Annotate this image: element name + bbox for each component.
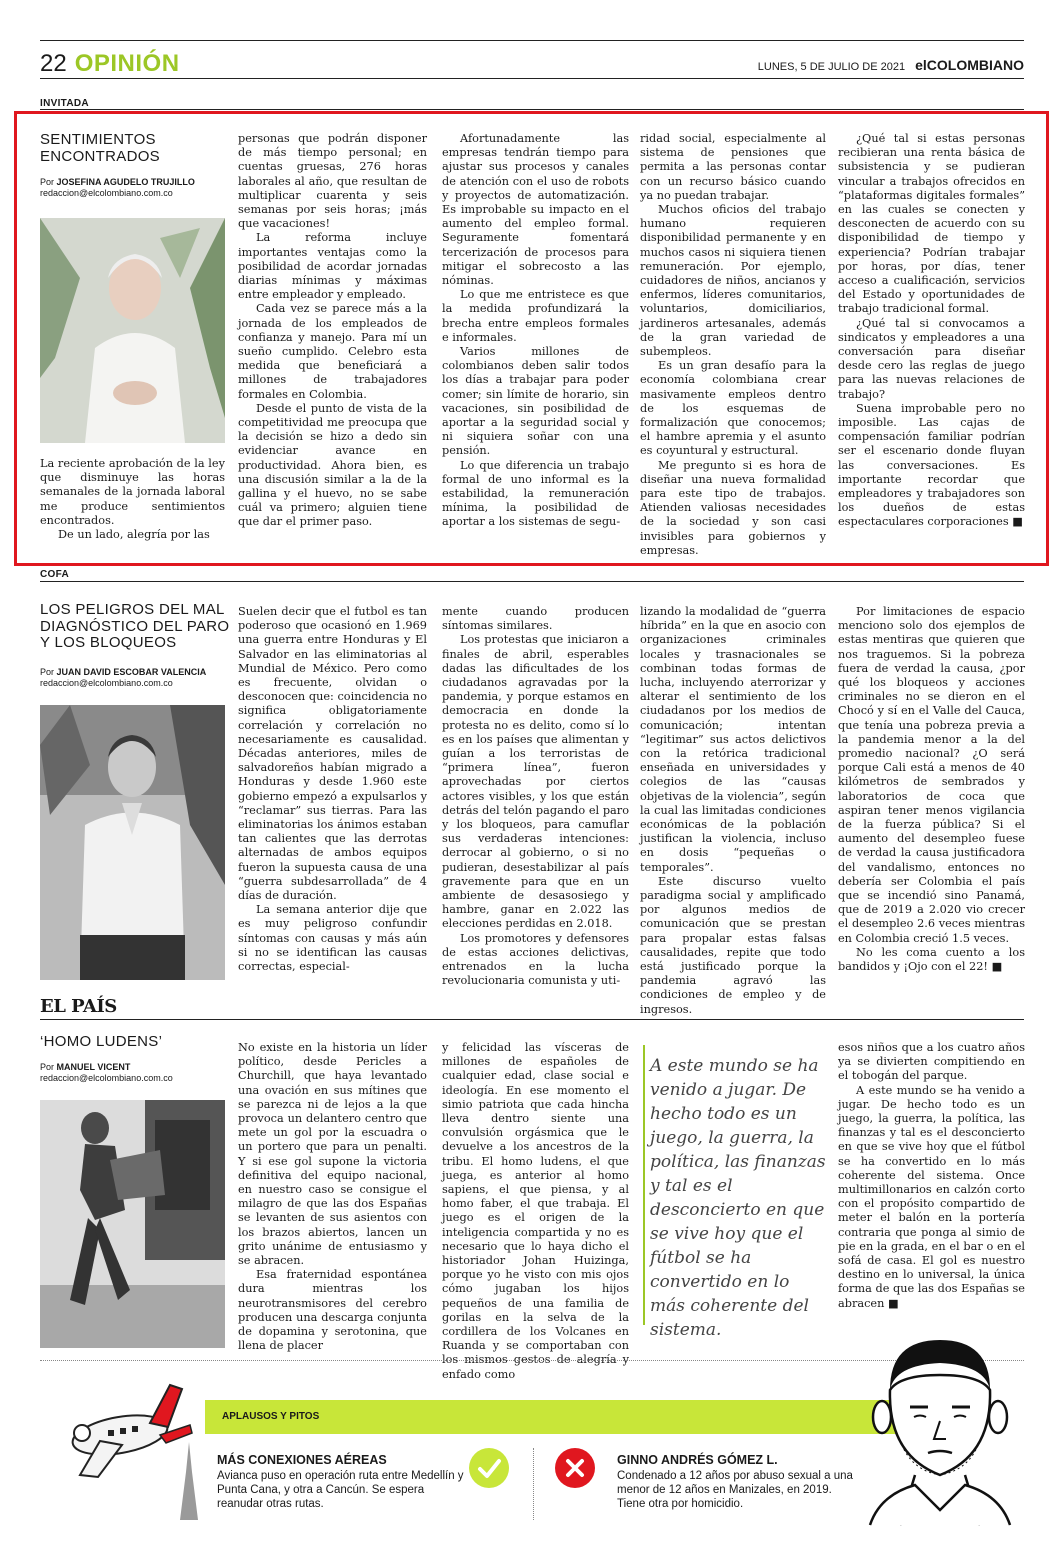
author-photo-1 <box>40 218 225 443</box>
by-prefix: Por <box>40 177 55 187</box>
top-rule <box>40 40 1024 41</box>
paragraph: La reciente aprobación de la ley que disminuye las horas semanales de la jornada laboral me produce sentimientos encontrados. <box>40 457 225 527</box>
paragraph: ridad social, especialmente al sistema de pensiones que permita a las personas contar con un recurso básico cuando ya no puedan trabajar. <box>640 132 826 202</box>
article3-title: ‘HOMO LUDENS’ <box>40 1033 163 1050</box>
boo-title: GINNO ANDRÉS GÓMEZ L. <box>617 1453 778 1467</box>
paragraph: Suena improbable pero no imposible. Las cajas de compensación familiar podrían ser el escenario donde fluyan las conversaciones. Es importante recordar que empleadores y trabajadores son los dueños de estas espectaculares corporaciones ■ <box>838 401 1025 529</box>
paragraph: Muchos oficios del trabajo humano requieren disponibilidad permanente y en muchos casos ni siquiera tienen remuneración. Por ejemplo, cuidadores de niños, ancianos y enfermos, líderes comunitarios, voluntarios, domiciliarios, jardineros artesanales, además de la gran variedad de subempleos. <box>640 203 826 359</box>
date-line <box>758 57 1024 73</box>
article2-title: LOS PELIGROS DEL MAL DIAGNÓSTICO DEL PARO Y LOS BLOQUEOS <box>40 601 230 651</box>
paragraph: La reforma incluye importantes ventajas como la posibilidad de acordar jornadas diarias mínimas y máximas entre empleador y empleado. <box>238 231 427 302</box>
article2-author: JUAN DAVID ESCOBAR VALENCIA <box>56 667 207 677</box>
article2-column-2 <box>442 605 629 1007</box>
paragraph: Cada vez se parece más a la jornada de los empleados de confianza y manejo. Para mí un sueño cumplido. Celebro esta medida que beneficiará a millones de trabajadores formales en Colombia. <box>238 302 427 401</box>
header-rule <box>40 78 1024 79</box>
article1-email: redaccion@elcolombiano.com.co <box>40 188 173 199</box>
caricature-face <box>860 1335 1020 1525</box>
article1-byline <box>40 177 225 200</box>
article3-byline <box>40 1062 230 1085</box>
section-rule-1 <box>40 109 1024 110</box>
pullquote: A este mundo se ha venido a jugar. De hecho todo es un juego, la guerra, la política, las finanzas y tal es el desconcierto en que se vive hoy que el fútbol se ha convertido en lo más coherente del sistema. <box>650 1056 826 1340</box>
section-tag-invitada: INVITADA <box>40 98 89 109</box>
section-name: OPINIÓN <box>74 50 180 77</box>
article3-column-3 <box>838 1041 1025 1354</box>
article3-column-1 <box>238 1041 427 1354</box>
paragraph: No les coma cuento a los bandidos y ¡Ojo con el 22! ■ <box>838 945 1025 974</box>
paragraph: Los protestas que iniciaron a finales de abril, esperables dadas las dificultades de los ciudadanos agravadas por la pandemia, y porque estamos en democracia en donde la protesta no es delito, como sí lo es en los países que alimentan y guían a los terroristas de “primera línea”, fueron aprovechadas por ciertos actores visibles, y los que están detrás del telón pagando el paro y los bloqueos, para camuflar sus verdaderas intenciones: derrocar al gobierno, o si no pudieran, desestabilizar al país gravemente para que en un ambiente de desasosiego y hambre, ganar en 2.022 las elecciones perdidas en 2.018. <box>442 633 629 931</box>
sculpture-photo <box>40 1100 225 1348</box>
article2-email: redaccion@elcolombiano.com.co <box>40 678 173 689</box>
article2-column-4 <box>838 605 1025 1007</box>
paragraph: ¿Qué tal si estas personas recibieran una renta básica de subsistencia y se pudieran vincular a trabajos ofrecidos en “plataformas digitales formales” en las cuales se conecten y desconecten de acuerdo con su disponibilidad de tiempo y experiencia? Podrían trabajar por horas, por días, tener acceso a cualificación, servicios del Estado y oportunidades de trabajo tradicional formal. <box>838 132 1025 316</box>
paragraph: Suelen decir que el futbol es tan poderoso que ocasionó en 1.969 una guerra entre Honduras y El Salvador en las eliminatorias al Mundial de México. Pero como es frecuente, olvidan o desconocen que: coincidencia no significa obligatoriamente correlación y correlación no necesariamente es causalidad. Décadas anteriores, miles de salvadoreños habían migrado a Honduras y desde 1.960 este gobierno empezó a expulsarlos y “reclamar” sus tierras. Para las eliminatorias los ánimos estaban tan calientes que las derrotas alternadas de ambos equipos fueron la supuesta causa de una “guerra subdesarrollada” de 4 días de duración. <box>238 605 427 903</box>
page-number: 22 <box>40 50 67 77</box>
article1-column-1 <box>40 457 225 557</box>
article1-column-4 <box>640 132 826 557</box>
section-rule-2 <box>40 581 1024 582</box>
aplausos-divider <box>533 1448 534 1520</box>
pullquote-bar <box>643 1045 645 1325</box>
page-header <box>40 52 180 76</box>
boo-text: Condenado a 12 años por abuso sexual a una menor de 12 años en Manizales, en 2019. Tiene otra por homicidio. <box>617 1470 853 1510</box>
paragraph: mente cuando producen síntomas similares. <box>442 605 629 633</box>
paragraph: esos niños que a los cuatro años ya se divierten compitiendo en el tobogán del parque. <box>838 1041 1025 1083</box>
paragraph: Desde el punto de vista de la competitividad me preocupa que la decisión se hizo a dedo sin evidenciar avance en productividad. Ahora bien, es una discusión similar a la de la gallina y el huevo, no se sabe cuál va primero; alguien tiene que dar el primer paso. <box>238 401 427 529</box>
date: LUNES, 5 DE JULIO DE 2021 <box>757 61 906 73</box>
el-pais-logo: EL PAÍS <box>40 996 117 1017</box>
article3-author: MANUEL VICENT <box>56 1062 131 1072</box>
paragraph: Es un gran desafío para la economía colombiana crear masivamente empleos dentro de los esquemas de formalización que conocemos; el hambre apremia y el asunto es coyuntural y estructural. <box>640 359 826 458</box>
paragraph: Este discurso vuelto paradigma social y amplificado por algunos medios de comunicación que se prestan para propalar estas falsas causalidades, repite que todo está justificado porque la pandemia agravó las condiciones de empleo y de ingresos. <box>640 874 826 1016</box>
paragraph: No existe en la historia un líder político, desde Pericles a Churchill, que haya levantado una ovación en sus mítines que se parezca ni de lejos a la que provoca un delantero centro que mete un gol por la escuadra o un portero que para un penalti. Y si ese gol supone la victoria definitiva del equipo nacional, en nuestro caso se consigue el milagro de que las dos Españas se levanten de sus asientos con los brazos abiertos, lancen un grito unánime de entusiasmo y se abracen. <box>238 1041 427 1268</box>
paragraph: Por limitaciones de espacio menciono solo dos ejemplos de estas mentiras que quieren que nos traguemos. Si la pobreza fuera de verdad la causa, ¿por qué los bloqueos y acciones criminales no se dieron en el Chocó y sí en el Valle del Cauca, que tenía una pobreza previa a la pandemia menor a la del promedio nacional? ¿O será porque Cali está a menos de 40 kilómetros de sembrados y laboratorios de coca que aspiran tener menos vigilancia de la fuerza pública? Si el aumento del desempleo fuese de verdad la causa justificadora del vandalismo, entonces no debería ser Colombia el país que se incendió sino Panamá, que de 2019 a 2.020 vio crecer el desempleo 2.6 veces mientras en Colombia creció 1.5 veces. <box>838 605 1025 945</box>
article1-title: SENTIMIENTOS ENCONTRADOS <box>40 131 160 165</box>
article3-column-2 <box>442 1041 629 1381</box>
article2-column-1 <box>238 605 427 1007</box>
paragraph: Afortunadamente las empresas tendrán tiempo para ajustar sus procesos y canales de atención con el uso de robots y proyectos de automatización. Es improbable su impacto en el aumento del empleo formal. Seguramente fomentará tercerización de procesos para mitigar el sobrecosto a las nóminas. <box>442 132 629 288</box>
article1-column-3 <box>442 132 629 557</box>
paragraph: ¿Qué tal si convocamos a sindicatos y empleadores a una conversación para diseñar desde cero las reglas de juego para las nuevas relaciones de trabajo? <box>838 316 1025 401</box>
by-prefix: Por <box>40 667 55 677</box>
paragraph: Lo que me entristece es que la medida profundizará la brecha entre empleos formales e informales. <box>442 288 629 344</box>
author-photo-2 <box>40 705 225 980</box>
article3-email: redaccion@elcolombiano.com.co <box>40 1073 173 1084</box>
paragraph: Me pregunto si es hora de diseñar una nueva formalidad para este tipo de trabajos. Atienden valiosas necesidades de la sociedad y son casi invisibles para gobiernos y empresas. <box>640 458 826 557</box>
aplausos-label: APLAUSOS Y PITOS <box>222 1411 320 1422</box>
tower-icon <box>178 1442 200 1520</box>
article1-author: JOSEFINA AGUDELO TRUJILLO <box>56 177 195 187</box>
article2-column-3 <box>640 605 826 1016</box>
paragraph: A este mundo se ha venido a jugar. De hecho todo es un juego, la guerra, la política, las finanzas y tal es el desconcierto en que se vive hoy que el fútbol se ha convertido en lo más coherente del sistema. Once multimillonarios en calzón corto con el propósito compartido de meter el balón en la portería contraria que ponga al simio de pie en la grada, en el bar o en el sofá de casa. El gol es nuestro destino en lo universal, la única forma de que las dos Españas se abracen ■ <box>838 1083 1025 1310</box>
paragraph: lizando la modalidad de “guerra híbrida” en la que en asocio con organizaciones criminales locales y trasnacionales se combinan todas formas de lucha, incluyendo aterrorizar y alterar el sentimiento de los ciudadanos por los medios de comunicación; intentan “legitimar” sus actos delictivos con la retórica tradicional enseñada en universidades y colegios de las “causas objetivas de la violencia”, según la cual las limitadas condiciones económicas de la población justifican la violencia, incluso en dosis “pequeñas o temporales”. <box>640 605 826 874</box>
paragraph: La semana anterior dije que es muy peligroso confundir síntomas con causas y más aún si no se identifican las causas correctas, especial- <box>238 903 427 974</box>
masthead: elCOLOMBIANO <box>915 57 1024 73</box>
article1-column-2 <box>238 132 427 557</box>
paragraph: personas que podrán disponer de más tiempo personal; en cuentas gruesas, 276 horas laborales al año, que resultan de multiplicar cuarenta y seis semanas por seis horas; ¡más que vacaciones! <box>238 132 427 231</box>
applause-text: Avianca puso en operación ruta entre Medellín y Punta Cana, y otra a Cancún. Se espera reanudar otras rutas. <box>217 1470 464 1510</box>
applause-title: MÁS CONEXIONES AÉREAS <box>217 1453 387 1467</box>
paragraph: y felicidad las vísceras de millones de españoles de cualquier edad, clase social e ideología. En ese momento el simio patriota que cada hincha lleva dentro siente una convulsión orgásmica que le devuelve a los ancestros de la tribu. El homo ludens, el que juega, es anterior al homo sapiens, el que piensa, y al homo faber, el que trabaja. El juego es el origen de la inteligencia compartida y no es necesario que lo haya dicho el historiador Johan Huizinga, porque yo he visto con mis ojos cómo jugaban los hijos pequeños de una familia de gorilas en la selva de la cordillera de los Volcanes en Ruanda y se comportaban con los mismos gestos de alegría y enfado como <box>442 1041 629 1381</box>
paragraph: Lo que diferencia un trabajo formal de uno informal es la estabilidad, la remuneración mínima, la posibilidad de aportar a los sistemas de segu- <box>442 458 629 529</box>
paragraph: Los promotores y defensores de estas acciones delictivas, entrenados en la lucha revolucionaria comunista y uti- <box>442 931 629 988</box>
check-icon <box>469 1448 509 1488</box>
paragraph: De un lado, alegría por las <box>58 528 210 542</box>
article2-byline <box>40 667 230 690</box>
section-tag-cofa: COFA <box>40 569 69 580</box>
article1-column-5 <box>838 132 1025 557</box>
cross-icon <box>555 1448 595 1488</box>
section-rule-3 <box>40 1019 1024 1020</box>
paragraph: Esa fraternidad espontánea dura mientras los neurotransmisores del cerebro producen una descarga conjunta de dopamina y serotonina, que llena de placer <box>238 1268 427 1353</box>
paragraph: Varios millones de colombianos deben salir todos los días a trabajar para poder comer; sin límite de horario, sin vacaciones, sin posibilidad de aportar a la seguridad social y ni siquiera soñar con una pensión. <box>442 345 629 458</box>
by-prefix: Por <box>40 1062 55 1072</box>
